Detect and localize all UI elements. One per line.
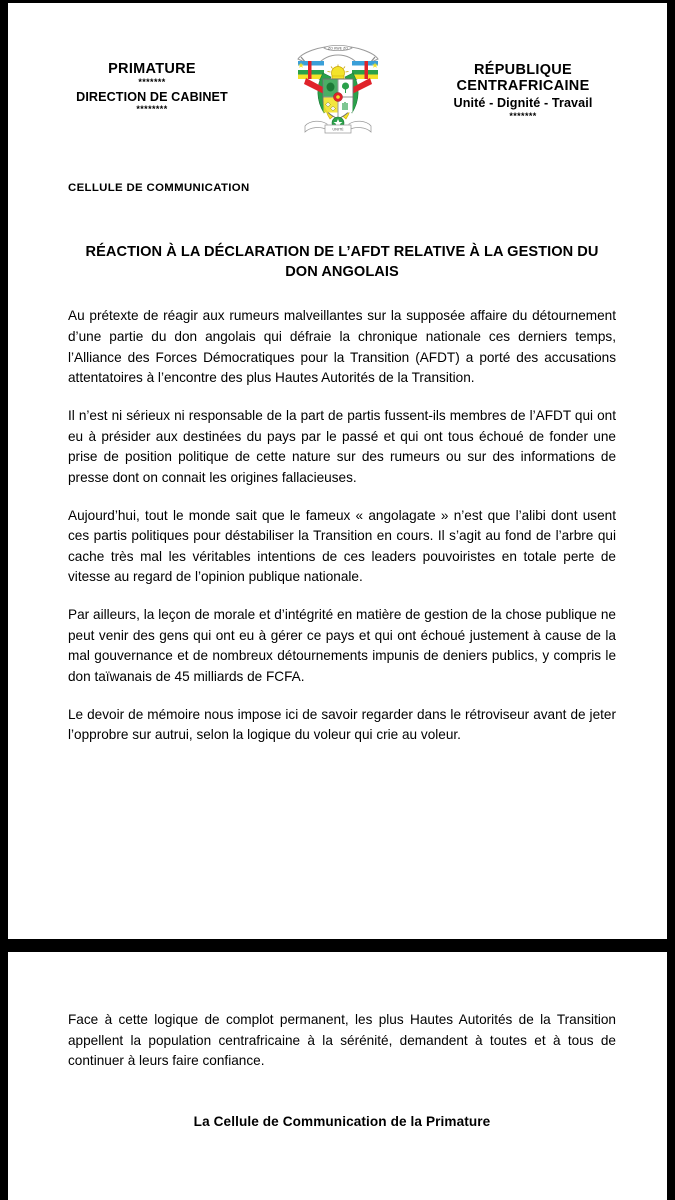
letterhead-left-block: [36, 40, 268, 117]
svg-text:UNITÉ: UNITÉ: [331, 127, 344, 132]
primature-label: PRIMATURE: [108, 61, 196, 77]
republic-name-label: RÉPUBLIQUE CENTRAFRICAINE: [456, 62, 590, 95]
paragraph: Il n’est ni sérieux ni responsable de la part de partis fussent-ils membres de l’AFDT qui ont eu à présider aux destinées du pays par le passé et qui ont tous échoué de fonder une prise de position politique de cette nature sur des rumeurs ou sur des informations de presse dont on connait les origines fallacieuses.: [68, 407, 616, 485]
document-page-2: [8, 952, 667, 1200]
signature-line: La Cellule de Communication de la Primature: [193, 1113, 491, 1129]
closing-paragraph: Face à cette logique de complot permanent, les plus Hautes Autorités de la Transition appellent la population centrafricaine à la sérénité, demandent à toutes et à tous de continuer à leurs faire confiance.: [68, 1012, 616, 1069]
paragraph: Le devoir de mémoire nous impose ici de savoir regarder dans le rétroviseur avant de jeter l’opprobre sur autrui, selon la logique du voleur qui crie au voleur.: [68, 706, 616, 743]
coat-of-arms-icon: [288, 40, 388, 140]
paragraph: Aujourd’hui, tout le monde sait que le fameux « angolagate » n’est que l’alibi dont usent ces partis politiques pour déstabiliser la Transition en cours. Il s’agit au fond de l’arbre qui cache très mal les véritables intentions de ces leaders pouvoiristes en totale perte de vitesse au regard de l’opinion publique nationale.: [68, 507, 616, 585]
page-title: RÉACTION À LA DÉCLARATION DE L’AFDT RELATIVE À LA GESTION DU DON ANGOLAIS: [85, 244, 599, 281]
document-body: [8, 242, 667, 746]
department-label: CELLULE DE COMMUNICATION: [68, 182, 250, 194]
direction-de-cabinet-label: DIRECTION DE CABINET: [76, 90, 228, 105]
document-body-continued: [8, 1010, 667, 1129]
primature-star-divider: *******: [138, 77, 166, 88]
letterhead: [8, 3, 667, 140]
republic-star-divider: *******: [509, 110, 537, 121]
paragraph: Au prétexte de réagir aux rumeurs malveillantes sur la supposée affaire du détournement d’une partie du don angolais qui défraie la chronique nationale ces derniers temps, l’Alliance des Forces Démocratiques pour la Transition (AFDT) a porté des accusations attentatoires à l’encontre des plus Hautes Autorités de la Transition.: [68, 308, 616, 386]
national-motto-label: Unité - Dignité - Travail: [453, 96, 593, 111]
letterhead-right-block: [407, 40, 639, 124]
svg-text:ZO KWE ZO: ZO KWE ZO: [327, 46, 348, 51]
direction-star-divider: ********: [136, 103, 168, 114]
document-page-1: [8, 3, 667, 939]
paragraph: Par ailleurs, la leçon de morale et d’intégrité en matière de gestion de la chose publique ne peut venir des gens qui ont eu à gérer ce pays et qui ont échoué justement à cause de la mal gouvernance et de nombreux détournements impunis de deniers publics, y compris le don taïwanais de 45 milliards de FCFA.: [68, 607, 616, 685]
